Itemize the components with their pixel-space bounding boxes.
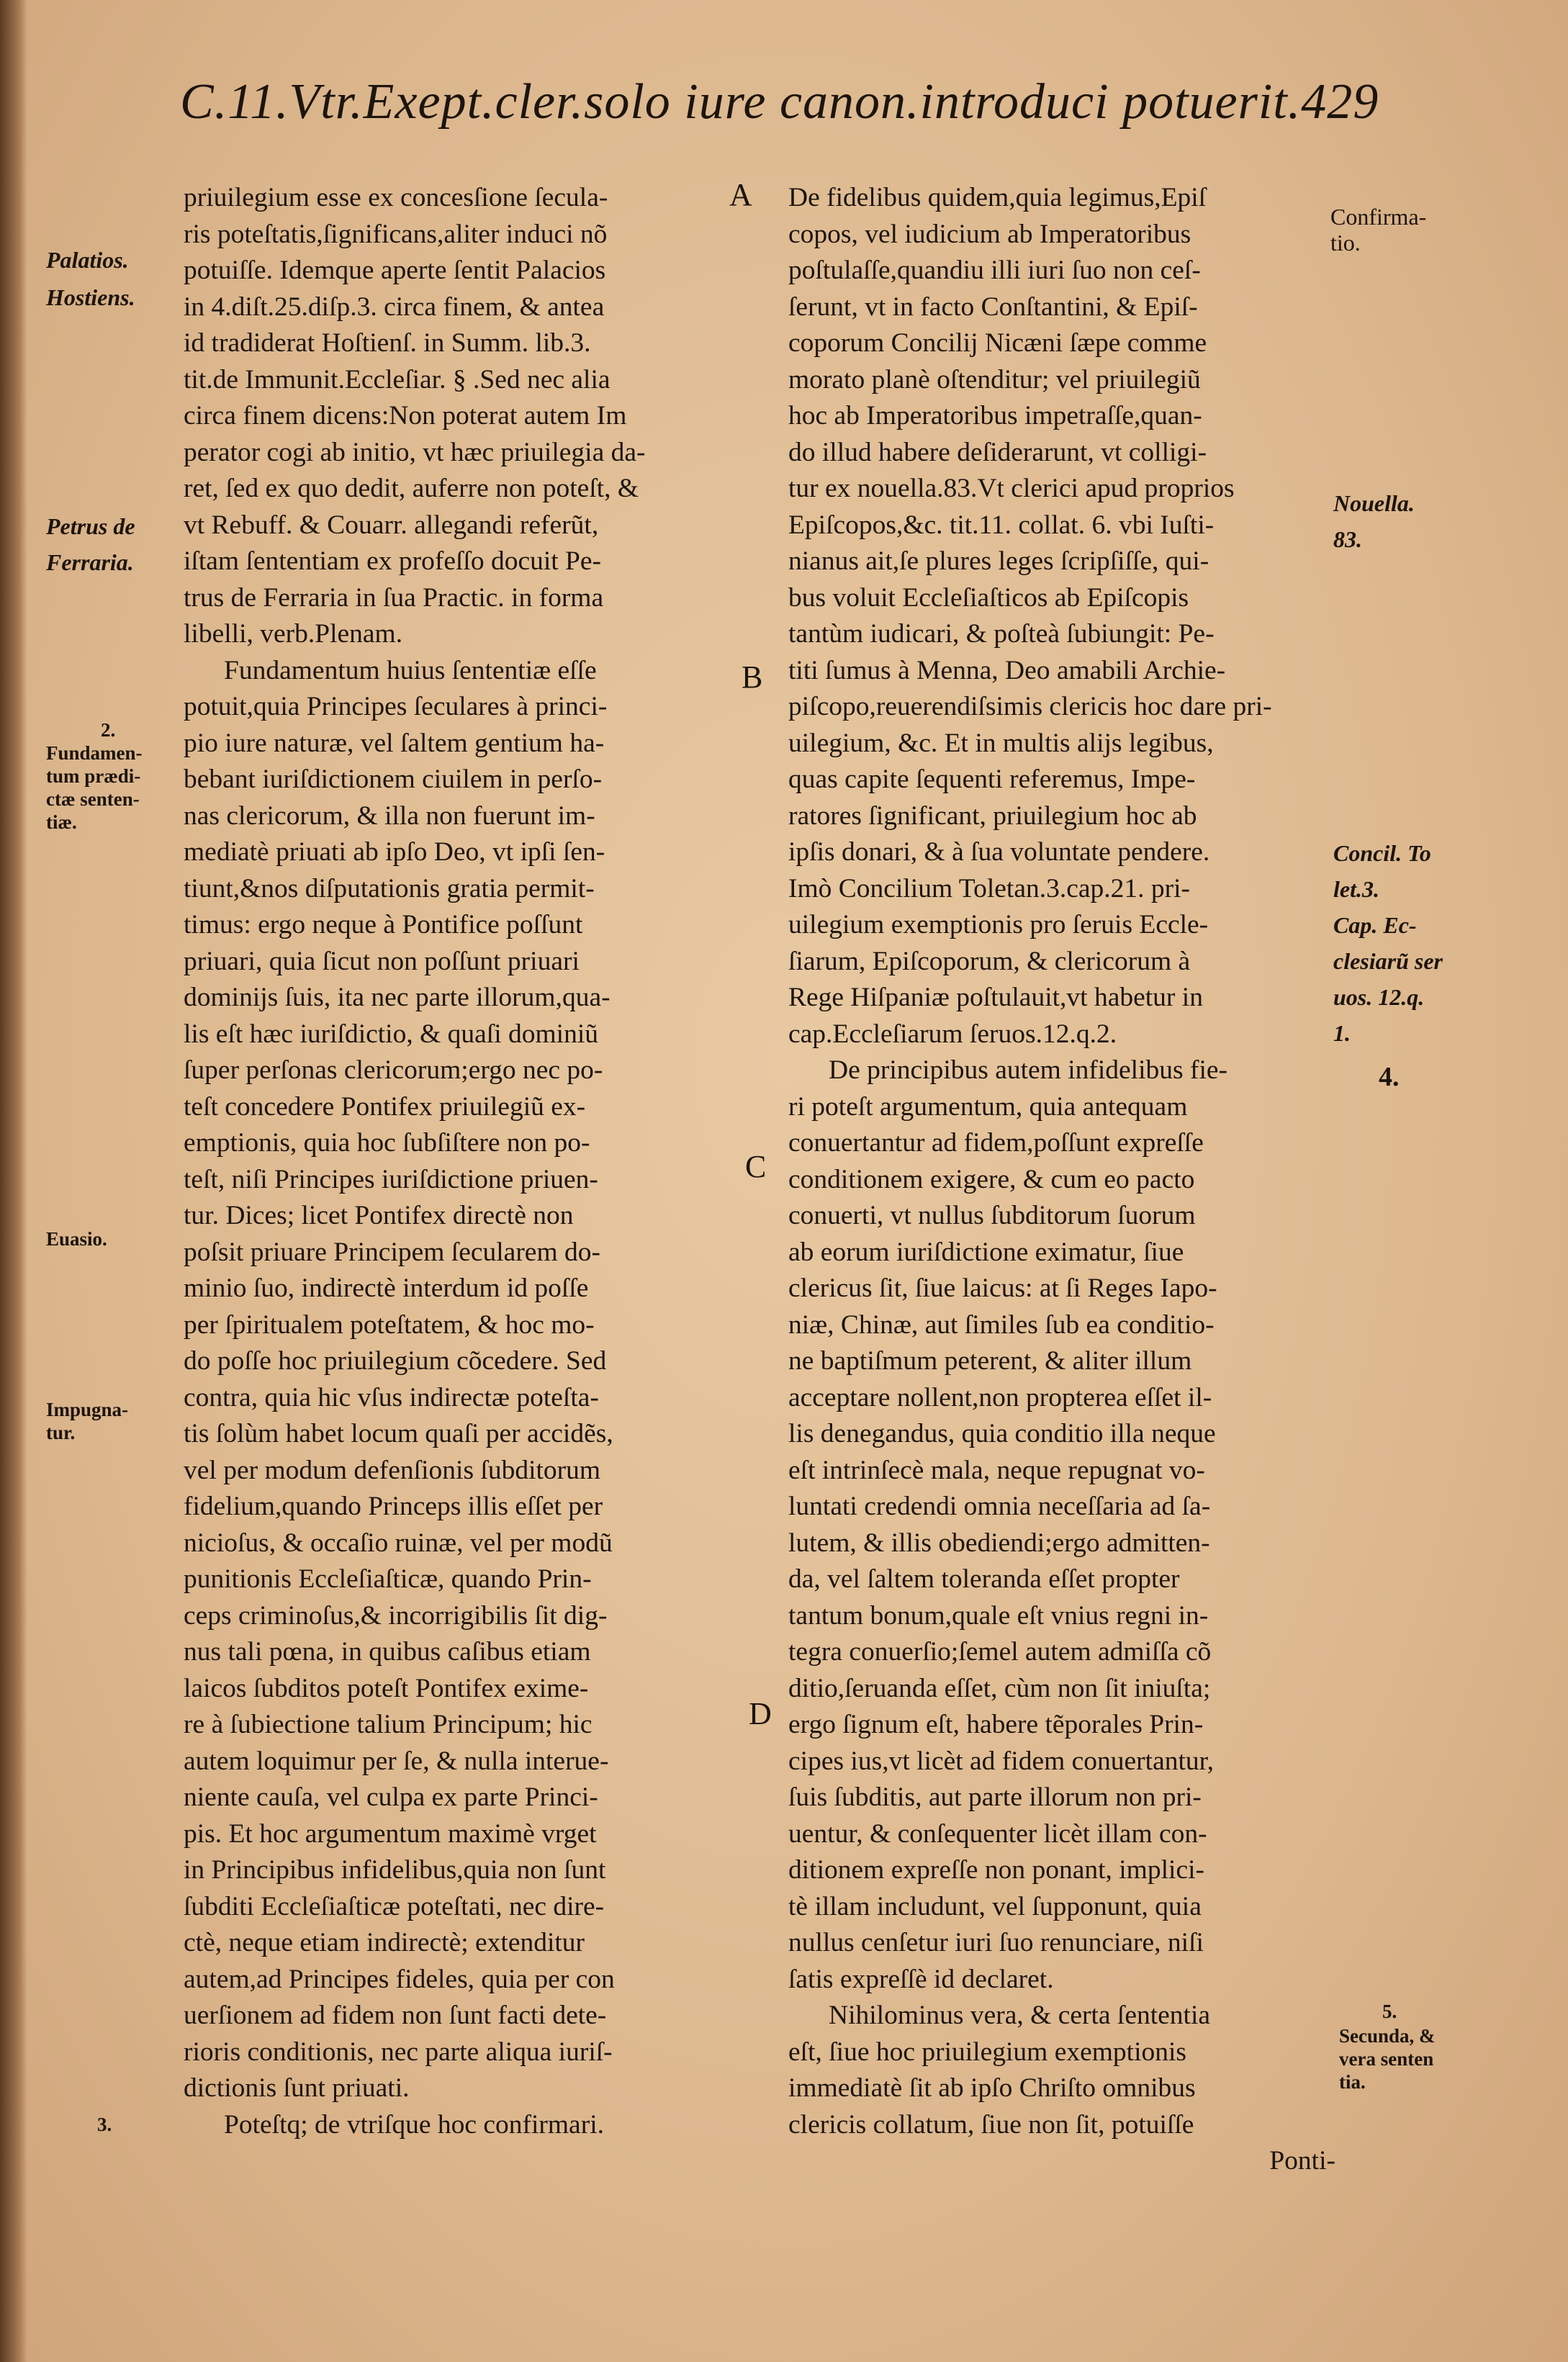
text-line: hoc ab Imperatoribus impetraſſe,quan- xyxy=(788,401,1202,431)
margin-note-num-5: 5. xyxy=(1382,2001,1397,2022)
margin-note-secunda-2: vera senten xyxy=(1339,2048,1434,2070)
text-line: iſtam ſententiam ex profeſſo docuit Pe- xyxy=(184,546,602,576)
text-line: pis. Et hoc argumentum maximè vrget xyxy=(184,1818,597,1849)
text-line: uerſionem ad fidem non ſunt facti dete- xyxy=(184,2001,607,2030)
text-line: perator cogi ab initio, vt hæc priuilegia da- xyxy=(184,437,646,467)
text-line: dictionis ſunt priuati. xyxy=(184,2073,410,2103)
margin-note-fund-4: tiæ. xyxy=(46,811,77,833)
margin-note-petrus-2: Ferraria. xyxy=(46,549,134,575)
text-line: morato planè oſtenditur; vel priuilegiũ xyxy=(788,364,1201,395)
text-line: cap.Eccleſiarum ſeruos.12.q.2. xyxy=(788,1019,1117,1049)
text-line: nullus cenſetur iuri ſuo renunciare, niſi xyxy=(788,1928,1204,1957)
text-line: ſuis ſubditis, aut parte illorum non pri- xyxy=(788,1782,1202,1812)
text-line: poſsit priuare Principem ſecularem do- xyxy=(184,1237,600,1267)
margin-note-concil-3: Cap. Ec- xyxy=(1333,912,1417,938)
text-line: ne baptiſmum peterent, & aliter illum xyxy=(788,1346,1192,1376)
text-line: autem loquimur per ſe, & nulla interue- xyxy=(184,1746,609,1776)
margin-note-fund-2: tum prædi- xyxy=(46,765,141,787)
text-line: punitionis Eccleſiaſticæ, quando Prin- xyxy=(184,1564,592,1594)
margin-note-concil-2: let.3. xyxy=(1333,876,1379,902)
text-line: tiunt,&nos diſputationis gratia permit- xyxy=(184,873,595,903)
text-line: uentur, & conſequenter licèt illam con- xyxy=(788,1818,1207,1849)
text-line: do poſſe hoc priuilegium cõcedere. Sed xyxy=(184,1346,607,1376)
text-line: tantùm iudicari, & poſteà ſubiungit: Pe- xyxy=(788,619,1215,649)
section-letter-d: D xyxy=(749,1696,772,1731)
text-line: minio ſuo, indirectè interdum id poſſe xyxy=(184,1274,589,1303)
text-line: ergo ſignum eſt, habere tẽporales Prin- xyxy=(788,1710,1204,1739)
margin-note-petrus-1: Petrus de xyxy=(46,513,135,539)
text-line: da, vel ſaltem toleranda eſſet propter xyxy=(788,1564,1180,1594)
text-line: titi ſumus à Menna, Deo amabili Archie- xyxy=(788,655,1226,685)
text-line: in Principibus infidelibus,quia non ſunt xyxy=(184,1855,606,1885)
text-line: copos, vel iudicium ab Imperatoribus xyxy=(788,219,1191,249)
margin-note-impug-1: Impugna- xyxy=(46,1399,129,1420)
text-line: ipſis donari, & à ſua voluntate pendere. xyxy=(788,837,1210,867)
text-line: fidelium,quando Princeps illis eſſet per xyxy=(184,1492,603,1521)
text-line: clericis collatum, ſiue non ſit, potuiſſe xyxy=(788,2109,1194,2140)
margin-note-confirm-1: Confirma- xyxy=(1330,204,1427,230)
margin-note-concil-4: clesiarũ ser xyxy=(1333,948,1443,974)
text-line: autem,ad Principes fideles, quia per con xyxy=(184,1964,615,1994)
margin-note-fund-3: ctæ senten- xyxy=(46,788,140,810)
text-line: teſt concedere Pontifex priuilegiũ ex- xyxy=(184,1091,586,1122)
section-letter-b: B xyxy=(742,659,763,695)
text-line: tè illam includunt, vel ſupponunt, quia xyxy=(788,1891,1202,1921)
text-line: ri poteſt argumentum, quia antequam xyxy=(788,1091,1188,1122)
margin-note-fund-1: Fundamen- xyxy=(46,742,143,764)
text-line: lutem, & illis obediendi;ergo admitten- xyxy=(788,1528,1210,1558)
text-line: rioris conditionis, nec parte aliqua iuriſ- xyxy=(184,2037,613,2067)
section-letter-c: C xyxy=(745,1149,767,1184)
margin-note-impug-2: tur. xyxy=(46,1422,76,1443)
text-line: lis eſt hæc iuriſdictio, & quaſi dominiũ xyxy=(184,1019,598,1049)
text-line: ceps criminoſus,& incorrigibilis ſit dig- xyxy=(184,1600,608,1631)
text-line: Epiſcopos,&c. tit.11. collat. 6. vbi Iuſti- xyxy=(788,510,1215,540)
text-line: piſcopo,reuerendiſsimis clericis hoc dare pri- xyxy=(788,692,1272,721)
text-line: tegra conuerſio;ſemel autem admiſſa cõ xyxy=(788,1637,1212,1667)
margin-note-hostiens: Hostiens. xyxy=(46,284,135,310)
binding-shadow xyxy=(0,0,27,2362)
text-line: De fidelibus quidem,quia legimus,Epiſ xyxy=(788,183,1207,212)
text-line: ris poteſtatis,ſignificans,aliter induci nõ xyxy=(184,219,608,249)
text-line: De principibus autem infidelibus fie- xyxy=(829,1055,1228,1085)
text-line: immediatè ſit ab ipſo Chriſto omnibus xyxy=(788,2073,1196,2103)
left-text-column xyxy=(184,180,731,2143)
text-line: ratores ſignificant, priuilegium hoc ab xyxy=(788,801,1197,831)
text-line: coporum Concilij Nicæni ſæpe comme xyxy=(788,328,1207,358)
text-line: bebant iuriſdictionem ciuilem in perſo- xyxy=(184,765,603,794)
text-line: per ſpiritualem poteſtatem, & hoc mo- xyxy=(184,1310,595,1340)
text-line: tur. Dices; licet Pontifex directè non xyxy=(184,1201,574,1230)
margin-note-num-2: 2. xyxy=(101,719,116,741)
text-line: nianus ait,ſe plures leges ſcripſiſſe, qui- xyxy=(788,546,1209,576)
text-line: ſatis expreſſè id declaret. xyxy=(788,1964,1054,1994)
text-line: luntati credendi omnia neceſſaria ad ſa- xyxy=(788,1492,1211,1521)
text-line: tantum bonum,quale eſt vnius regni in- xyxy=(788,1600,1209,1631)
margin-note-confirm-2: tio. xyxy=(1330,230,1361,256)
text-line: ſubditi Eccleſiaſticæ poteſtati, nec dire- xyxy=(184,1891,605,1921)
text-line: acceptare nollent,non propterea eſſet il- xyxy=(788,1382,1212,1412)
text-line: priuari, quia ſicut non poſſunt priuari xyxy=(184,946,580,976)
text-line: ſiarum, Epiſcoporum, & clericorum à xyxy=(788,946,1191,976)
text-line: do illud habere deſiderarunt, vt colligi- xyxy=(788,437,1207,467)
margin-note-secunda-3: tia. xyxy=(1339,2071,1366,2093)
text-line: clericus ſit, ſiue laicus: at ſi Reges Iapo- xyxy=(788,1274,1217,1303)
text-line: conuertantur ad fidem,poſſunt expreſſe xyxy=(788,1128,1204,1158)
text-line: conditionem exigere, & cum eo pacto xyxy=(788,1164,1195,1194)
text-line: priuilegium esse ex concesſione ſecula- xyxy=(184,183,608,212)
text-line: quas capite ſequenti referemus, Impe- xyxy=(788,765,1196,794)
catchword: Ponti- xyxy=(1269,2146,1335,2176)
right-text-column xyxy=(788,180,1335,2180)
margin-note-concil-6: 1. xyxy=(1333,1020,1351,1046)
text-line: id tradiderat Hoſtienſ. in Summ. lib.3. xyxy=(184,328,591,358)
text-line: re à ſubiectione talium Principum; hic xyxy=(184,1710,592,1739)
margin-note-secunda-1: Secunda, & xyxy=(1339,2025,1436,2047)
text-line: teſt, niſi Principes iuriſdictione priuen- xyxy=(184,1164,598,1194)
text-line: mediatè priuati ab ipſo Deo, vt ipſi ſen- xyxy=(184,837,605,867)
text-line: contra, quia hic vſus indirectæ poteſta- xyxy=(184,1382,599,1412)
margin-note-concil-1: Concil. To xyxy=(1333,840,1431,866)
text-line: timus: ergo neque à Pontifice poſſunt xyxy=(184,910,583,939)
text-line: vt Rebuff. & Couarr. allegandi referũt, xyxy=(184,510,599,540)
text-line: uilegium exemptionis pro ſeruis Eccle- xyxy=(788,910,1209,939)
section-letter-a: A xyxy=(729,177,752,212)
text-line: ditio,ſeruanda eſſet, cùm non ſit iniuſta; xyxy=(788,1673,1211,1703)
text-line: potuit,quia Principes ſeculares à princi- xyxy=(184,692,608,721)
margin-note-euasio: Euasio. xyxy=(46,1228,107,1250)
text-line: laicos ſubditos poteſt Pontifex exime- xyxy=(184,1673,589,1703)
text-line: in 4.diſt.25.diſp.3. circa finem, & antea xyxy=(184,292,605,322)
text-line: cipes ius,vt licèt ad fidem conuertantur, xyxy=(788,1746,1215,1776)
text-line: ditionem expreſſe non ponant, implici- xyxy=(788,1855,1204,1885)
running-header: C.11.Vtr.Exept.cler.solo iure canon.introduci potuerit.429 xyxy=(180,74,1379,130)
text-line: potuiſſe. Idemque aperte ſentit Palacios xyxy=(184,256,606,285)
text-line: ſuper perſonas clericorum;ergo nec po- xyxy=(184,1055,603,1085)
text-line: ret, ſed ex quo dedit, auferre non poteſt, & xyxy=(184,474,639,503)
text-line: tit.de Immunit.Eccleſiar. § .Sed nec alia xyxy=(184,364,610,395)
text-line: libelli, verb.Plenam. xyxy=(184,619,403,649)
text-line: nas clericorum, & illa non fuerunt im- xyxy=(184,801,595,831)
text-line: ab eorum iuriſdictione eximatur, ſiue xyxy=(788,1237,1184,1267)
text-line: tis ſolùm habet locum quaſi per accidẽs, xyxy=(184,1419,613,1448)
text-line: conuerti, vt nullus ſubditorum ſuorum xyxy=(788,1201,1196,1230)
margin-note-concil-5: uos. 12.q. xyxy=(1333,984,1425,1010)
text-line: niæ, Chinæ, aut ſimiles ſub ea conditio- xyxy=(788,1310,1215,1340)
text-line: nus tali pœna, in quibus caſibus etiam xyxy=(184,1637,591,1667)
text-line: circa finem dicens:Non poterat autem Im xyxy=(184,401,627,431)
text-line: ctè, neque etiam indirectè; extenditur xyxy=(184,1928,585,1957)
text-line: nicioſus, & occaſio ruinæ, vel per modũ xyxy=(184,1528,613,1558)
text-line: trus de Ferraria in ſua Practic. in forma xyxy=(184,582,604,613)
margin-note-num-3: 3. xyxy=(97,2114,112,2135)
text-line: Nihilominus vera, & certa ſententia xyxy=(829,2001,1211,2030)
text-line: Imò Concilium Toletan.3.cap.21. pri- xyxy=(788,873,1191,903)
text-line: pio iure naturæ, vel ſaltem gentium ha- xyxy=(184,728,605,758)
margin-note-num-4: 4. xyxy=(1379,1062,1400,1092)
text-line: niente cauſa, vel culpa ex parte Princi- xyxy=(184,1782,598,1812)
text-line: bus voluit Eccleſiaſticos ab Epiſcopis xyxy=(788,582,1189,613)
text-line: poſtulaſſe,quandiu illi iuri ſuo non ceſ- xyxy=(788,256,1201,285)
margin-note-nouella-1: Nouella. xyxy=(1333,490,1415,516)
text-line: dominijs ſuis, ita nec parte illorum,qua- xyxy=(184,983,610,1012)
text-line: Rege Hiſpaniæ poſtulauit,vt habetur in xyxy=(788,983,1203,1012)
text-line: Poteſtq; de vtriſque hoc confirmari. xyxy=(224,2109,604,2140)
margin-note-nouella-2: 83. xyxy=(1333,526,1362,552)
margin-note-palatios: Palatios. xyxy=(46,247,129,273)
text-line: eſt intrinſecè mala, neque repugnat vo- xyxy=(788,1455,1205,1485)
text-line: vel per modum defenſionis ſubditorum xyxy=(184,1455,601,1485)
text-line: ſerunt, vt in facto Conſtantini, & Epiſ- xyxy=(788,292,1198,322)
text-line: lis denegandus, quia conditio illa neque xyxy=(788,1419,1216,1448)
text-line: Fundamentum huius ſententiæ eſſe xyxy=(224,655,597,685)
text-line: emptionis, quia hoc ſubſiſtere non po- xyxy=(184,1128,590,1158)
text-line: uilegium, &c. Et in multis alijs legibus, xyxy=(788,728,1214,758)
text-line: eſt, ſiue hoc priuilegium exemptionis xyxy=(788,2037,1187,2067)
text-line: tur ex nouella.83.Vt clerici apud proprios xyxy=(788,474,1235,503)
